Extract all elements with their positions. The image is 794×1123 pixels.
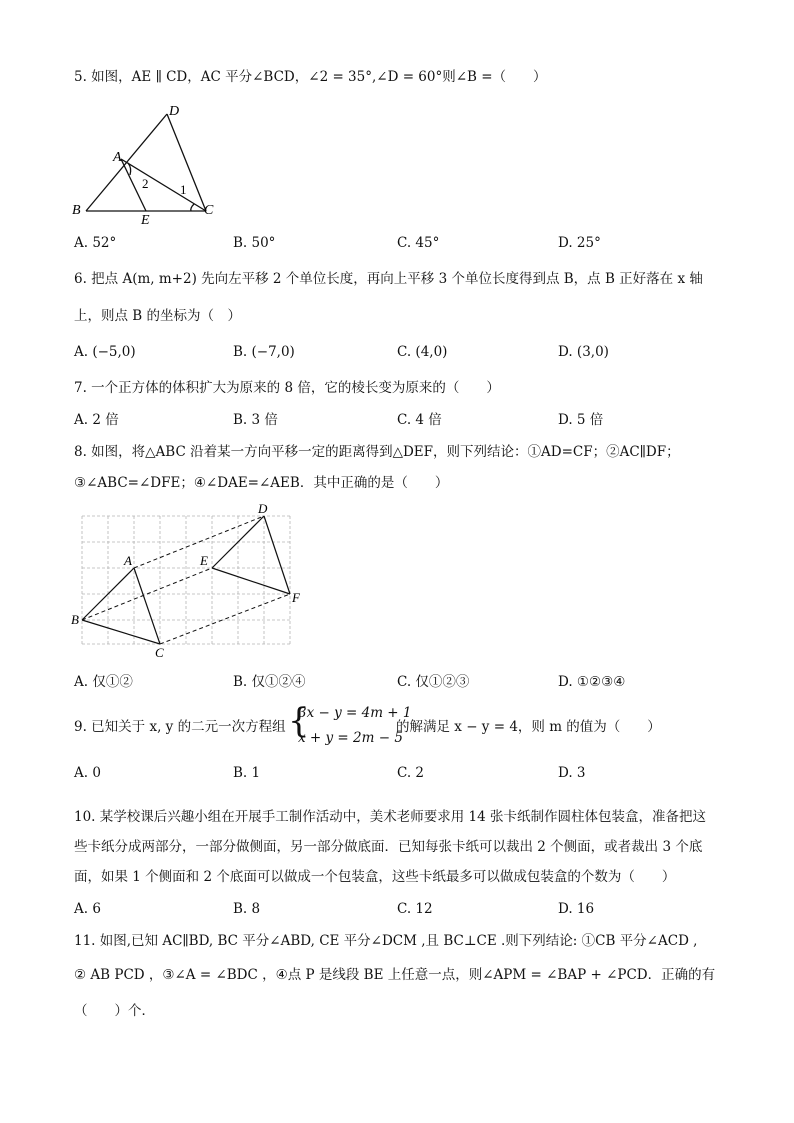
q8-label-b: B bbox=[71, 612, 79, 627]
q7-stem: 7. 一个正方体的体积扩大为原来的 8 倍，它的棱长变为原来的（ ） bbox=[74, 380, 500, 396]
q8-label-e: E bbox=[200, 553, 208, 568]
q9-suffix: 的解满足 x − y = 4，则 m 的值为（ ） bbox=[396, 719, 661, 735]
q9-brace: { bbox=[288, 701, 310, 741]
q5-option-a[interactable]: A. 52° bbox=[74, 235, 117, 251]
q8-figure bbox=[66, 500, 306, 662]
q8-label-c: C bbox=[155, 645, 164, 660]
q10-option-d[interactable]: D. 16 bbox=[558, 901, 595, 917]
q9-option-b[interactable]: B. 1 bbox=[233, 765, 261, 781]
q10-option-b[interactable]: B. 8 bbox=[233, 901, 261, 917]
q6-line2: 上，则点 B 的坐标为（ ） bbox=[74, 308, 242, 324]
q6-option-c[interactable]: C. (4,0) bbox=[397, 344, 448, 360]
q8-line2: ③∠ABC=∠DFE；④∠DAE=∠AEB．其中正确的是（ ） bbox=[74, 475, 449, 491]
q7-option-c[interactable]: C. 4 倍 bbox=[397, 412, 442, 428]
q9-prefix: 9. 已知关于 x, y 的二元一次方程组 bbox=[74, 719, 286, 735]
q8-line1: 8. 如图，将△ABC 沿着某一方向平移一定的距离得到△DEF，则下列结论：①AD=CF；②AC∥DF； bbox=[74, 444, 680, 460]
q5-option-c[interactable]: C. 45° bbox=[397, 235, 440, 251]
q7-option-d[interactable]: D. 5 倍 bbox=[558, 412, 604, 428]
q10-line2: 些卡纸分成两部分，一部分做侧面，另一部分做底面．已知每张卡纸可以裁出 2 个侧面，或者裁出 3 个底 bbox=[74, 839, 703, 855]
q8-option-d[interactable]: D. ①②③④ bbox=[558, 674, 626, 690]
q5-figure bbox=[66, 100, 226, 226]
q6-option-b[interactable]: B. (−7,0) bbox=[233, 344, 295, 360]
q10-line1: 10. 某学校课后兴趣小组在开展手工制作活动中，美术老师要求用 14 张卡纸制作圆柱体包装盒，准备把这 bbox=[74, 809, 707, 825]
q6-option-a[interactable]: A. (−5,0) bbox=[74, 344, 136, 360]
q7-option-a[interactable]: A. 2 倍 bbox=[74, 412, 119, 428]
q5-option-d[interactable]: D. 25° bbox=[558, 235, 601, 251]
q5-label-b: B bbox=[72, 203, 81, 218]
q5-label-2: 2 bbox=[142, 176, 149, 191]
q10-line3: 面，如果 1 个侧面和 2 个底面可以做成一个包装盒，这些卡纸最多可以做成包装盒的个数为（ ） bbox=[74, 869, 676, 885]
q11-line3: （ ）个． bbox=[74, 1003, 155, 1019]
q9-eq2: x + y = 2m − 5 bbox=[298, 730, 403, 746]
q8-option-c[interactable]: C. 仅①②③ bbox=[397, 674, 470, 690]
q8-label-f: F bbox=[292, 590, 300, 605]
q8-option-a[interactable]: A. 仅①② bbox=[74, 674, 133, 690]
q9-option-d[interactable]: D. 3 bbox=[558, 765, 586, 781]
q10-option-c[interactable]: C. 12 bbox=[397, 901, 433, 917]
q7-option-b[interactable]: B. 3 倍 bbox=[233, 412, 278, 428]
q5-label-c: C bbox=[204, 203, 214, 218]
q11-line1: 11. 如图,已知 AC∥BD, BC 平分∠ABD, CE 平分∠DCM ,且 BC⊥CE .则下列结论: ①CB 平分∠ACD , bbox=[74, 933, 698, 949]
q6-option-d[interactable]: D. (3,0) bbox=[558, 344, 609, 360]
q10-option-a[interactable]: A. 6 bbox=[74, 901, 101, 917]
q9-option-c[interactable]: C. 2 bbox=[397, 765, 425, 781]
q5-label-d: D bbox=[169, 104, 180, 119]
q6-line1: 6. 把点 A(m, m+2) 先向左平移 2 个单位长度，再向上平移 3 个单位长度得到点 B，点 B 正好落在 x 轴 bbox=[74, 271, 703, 287]
q5-label-a: A bbox=[113, 150, 122, 165]
q8-label-d: D bbox=[258, 501, 268, 516]
q9-eq1: 3x − y = 4m + 1 bbox=[298, 705, 412, 721]
q5-option-b[interactable]: B. 50° bbox=[233, 235, 276, 251]
q5-label-1: 1 bbox=[180, 182, 187, 197]
q5-stem: 5. 如图，AE ∥ CD，AC 平分∠BCD，∠2 = 35°,∠D = 60°则∠B =（ ） bbox=[74, 69, 547, 85]
q8-option-b[interactable]: B. 仅①②④ bbox=[233, 674, 306, 690]
q11-line2: ② AB PCD ，③∠A = ∠BDC ，④点 P 是线段 BE 上任意一点，则∠APM = ∠BAP + ∠PCD．正确的有 bbox=[74, 967, 716, 983]
q9-option-a[interactable]: A. 0 bbox=[74, 765, 101, 781]
q5-label-e: E bbox=[141, 213, 150, 226]
q8-label-a: A bbox=[124, 553, 132, 568]
